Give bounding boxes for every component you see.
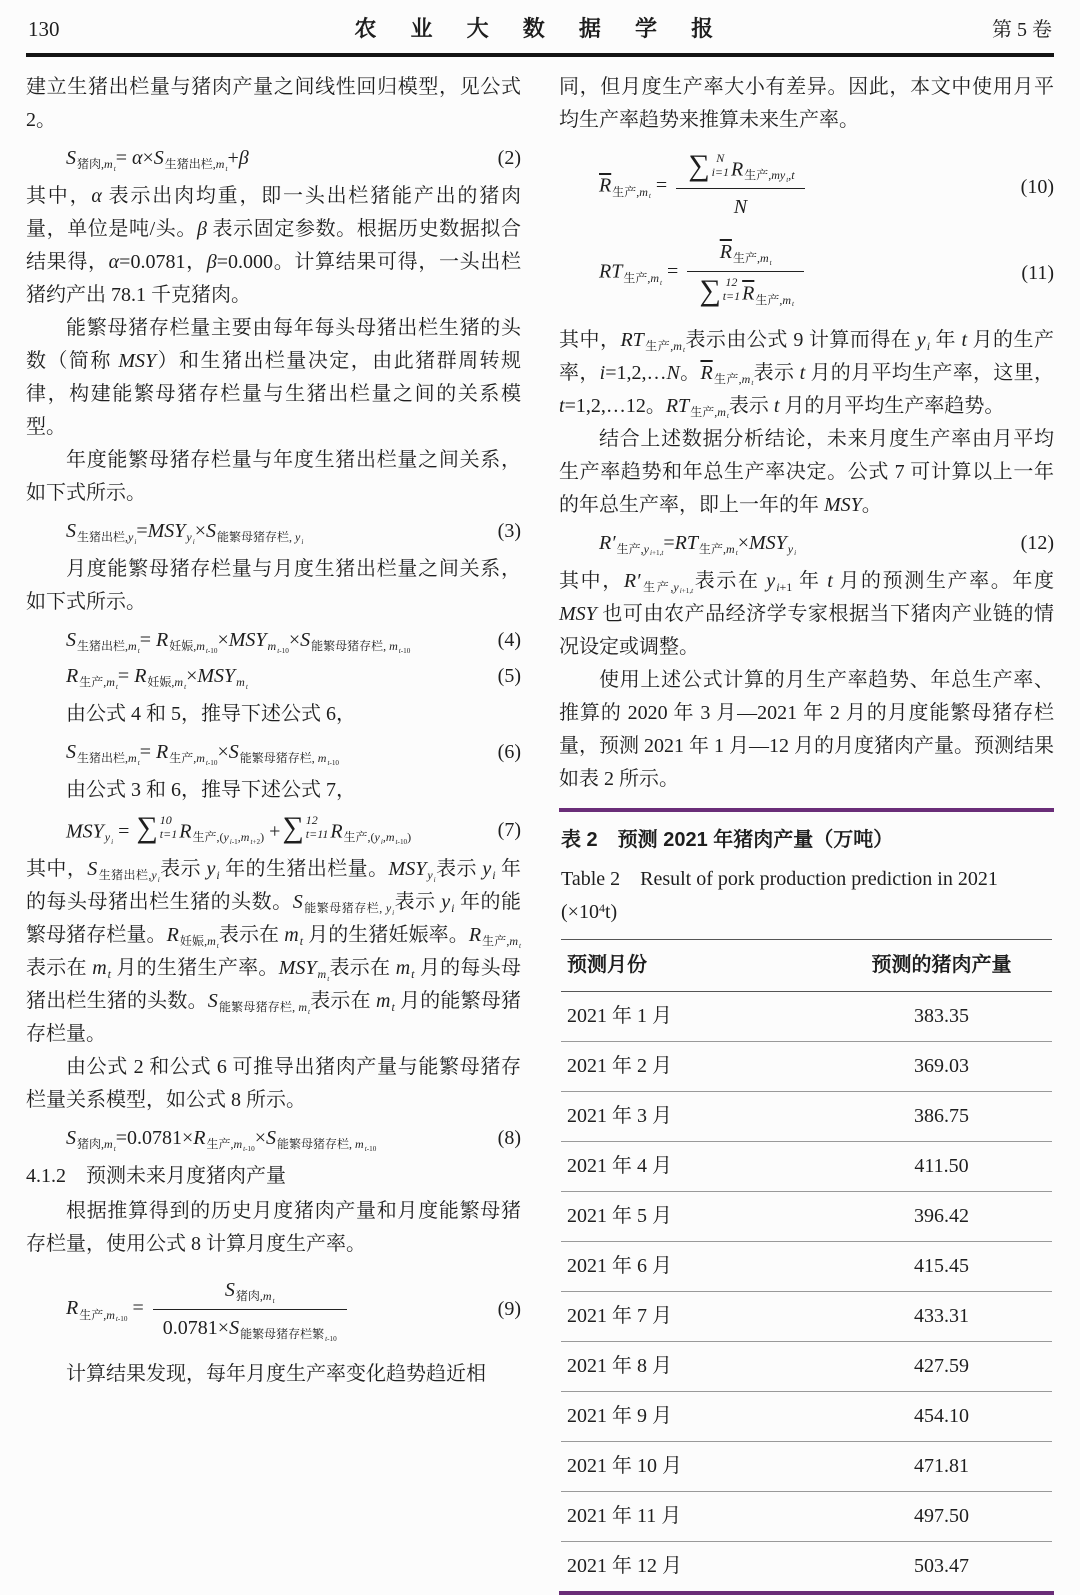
table-row (561, 1241, 1052, 1291)
table-2-container (559, 808, 1054, 1595)
two-column-body (26, 71, 1054, 1595)
table-row (561, 1041, 1052, 1091)
equation-5 (26, 662, 521, 691)
equation-6 (26, 738, 521, 767)
cell-value: 383.35 (831, 991, 1052, 1041)
equation-8 (26, 1124, 521, 1153)
paragraph: 由公式 3 和 6，推导下述公式 7， (66, 779, 356, 801)
equation-10 (559, 151, 1054, 223)
equation-body: $MSY_{y_i}$ = ∑ 10 t=1 $R_{生产,(y_{i-1},m_{t+2})}$ + ∑ 12 t=11 $R_{生产,(y_i,m_{t-10})}$ (66, 811, 412, 846)
paragraph: 由公式 4 和 5，推导下述公式 6， (66, 703, 356, 725)
table-col-header-month: 预测月份 (561, 939, 831, 991)
cell-month: 2021 年 6 月 (561, 1241, 831, 1291)
table-col-header-value: 预测的猪肉产量 (831, 939, 1052, 991)
paragraph: 其中，$R'_{生产,y_{i+1,t}}$表示在 $y_{i+1}$ 年 t 月的预测生产率。年度 MSY 也可由农产品经济学专家根据当下猪肉产业链的情况设定或调整。 (559, 569, 1055, 658)
equation-number: (7) (497, 818, 521, 841)
table-row (561, 1141, 1052, 1191)
equation-number: (11) (1021, 261, 1054, 284)
equation-2 (26, 144, 521, 173)
cell-month: 2021 年 5 月 (561, 1191, 831, 1241)
paragraph: 计算结果发现，每年月度生产率变化趋势趋近相 (66, 1363, 486, 1386)
cell-month: 2021 年 1 月 (561, 991, 831, 1041)
equation-7 (26, 811, 521, 846)
cell-value: 433.31 (831, 1291, 1052, 1341)
cell-month: 2021 年 9 月 (561, 1391, 831, 1441)
cell-value: 497.50 (831, 1491, 1052, 1541)
paragraph: 能繁母猪存栏量主要由每年每头母猪出栏生猪的头数（简称 MSY）和生猪出栏量决定，由此猪群周转规律，构建能繁母猪存栏量与生猪出栏量之间的关系模型。 (26, 317, 522, 438)
cell-month: 2021 年 8 月 (561, 1341, 831, 1391)
cell-value: 396.42 (831, 1191, 1052, 1241)
left-column (26, 71, 521, 1595)
cell-month: 2021 年 2 月 (561, 1041, 831, 1091)
volume-label: 第 5 卷 (992, 19, 1052, 41)
section-heading: 4.1.2 预测未来月度猪肉产量 (26, 1165, 286, 1188)
page-header (26, 8, 1054, 57)
equation-number: (9) (497, 1298, 521, 1321)
paragraph: 根据推算得到的历史月度猪肉产量和月度能繁母猪存栏量，使用公式 8 计算月度生产率。 (26, 1200, 521, 1256)
cell-month: 2021 年 7 月 (561, 1291, 831, 1341)
table-row (561, 1441, 1052, 1491)
cell-value: 411.50 (831, 1141, 1052, 1191)
table-row (561, 1091, 1052, 1141)
paragraph: 月度能繁母猪存栏量与月度生猪出栏量之间关系，如下式所示。 (26, 558, 521, 613)
paragraph: 年度能繁母猪存栏量与年度生猪出栏量之间关系，如下式所示。 (26, 449, 521, 504)
cell-month: 2021 年 11 月 (561, 1491, 831, 1541)
equation-11 (559, 237, 1054, 309)
equation-9 (26, 1275, 521, 1344)
cell-value: 369.03 (831, 1041, 1052, 1091)
table-row (561, 1291, 1052, 1341)
table-row (561, 1341, 1052, 1391)
equation-body: $RT_{生产,m_t}$ = $\overline{R}_{生产,m_t}$ ∑ 12 t=1 $\overline{R}_{生产,m_t}$ (559, 237, 1004, 309)
equation-body: $S_{猪肉,m_t}= \alpha\times S_{生猪出栏,m_t}+\beta$ (66, 147, 249, 173)
equation-body: $R_{生产,m_{t-10}}$ = $\frac{S_{猪肉,m_t}}{0.0781\times S_{能繁母猪存栏繁_{t-10}}}$ (26, 1275, 471, 1344)
cell-value: 386.75 (831, 1091, 1052, 1141)
cell-value: 454.10 (831, 1391, 1052, 1441)
equation-number: (3) (497, 520, 521, 542)
paragraph: 其中，$RT_{生产,m_t}$表示由公式 9 计算而得在 $y_i$ 年 t 月的生产率，i=1,2,…N。$\overline{R}_{生产,m_t}$表示 t 月的月平均生产率，这里，t=1,2,…12。$RT_{生产,m_t}$表示 t 月的月平均生产率趋势。 (559, 328, 1055, 421)
equation-4 (26, 626, 521, 655)
equation-number: (8) (497, 1127, 521, 1150)
cell-value: 415.45 (831, 1241, 1052, 1291)
equation-body: $S_{生猪出栏,m_t}= R_{生产,m_{t-10}}\times S_{能繁母猪存栏, m_{t-10}}$ (66, 741, 340, 767)
table-title-cn: 表 2 预测 2021 年猪肉产量（万吨） (561, 828, 894, 851)
paragraph: 使用上述公式计算的月生产率趋势、年总生产率、推算的 2020 年 3 月—2021 年 2 月的月度能繁母猪存栏量，预测 2021 年 1 月—12 月的月度猪肉产量。预测结果如表 2 所示。 (559, 668, 1054, 790)
page-number: 130 (28, 17, 60, 41)
equation-number: (12) (1020, 531, 1054, 554)
pork-prediction-table (561, 939, 1052, 1591)
cell-value: 427.59 (831, 1341, 1052, 1391)
equation-body: $\overline{R}_{生产,m_t}$ = ∑ N i=1 $R_{生产,my_t,t}$ N (559, 151, 1004, 223)
table-title-en: Table 2 Result of pork production prediction in 2021 $(\times 10^4t)$ (561, 867, 998, 923)
equation-number: (5) (497, 665, 521, 687)
cell-value: 503.47 (914, 1554, 970, 1577)
cell-month: 2021 年 4 月 (561, 1141, 831, 1191)
table-row (561, 1491, 1052, 1541)
equation-body: $R_{生产,m_t}= R_{妊娠,m_t}\times MSY_{m_t}$ (66, 665, 248, 691)
equation-body: $R'_{生产,y_{i+1,t}}=RT_{生产,m_t}\times MSY_{y_i}$ (599, 531, 797, 558)
cell-month: 2021 年 12 月 (567, 1554, 682, 1577)
equation-number: (4) (497, 629, 521, 651)
paragraph: 同，但月度生产率大小有差异。因此，本文中使用月平均生产率趋势来推算未来生产率。 (559, 76, 1054, 131)
table-header-row (561, 939, 1052, 991)
table-row (561, 1191, 1052, 1241)
equation-body: $S_{生猪出栏,m_t}= R_{妊娠,m_{t-10}}\times MSY_{m_{t-10}}\times S_{能繁母猪存栏, m_{t-10}}$ (66, 629, 411, 655)
equation-3 (26, 517, 521, 546)
paragraph: 由公式 2 和公式 6 可推导出猪肉产量与能繁母猪存栏量关系模型，如公式 8 所示。 (26, 1056, 521, 1112)
equation-number: (6) (497, 741, 521, 763)
journal-title: 农 业 大 数 据 学 报 (354, 16, 728, 41)
cell-value: 471.81 (831, 1441, 1052, 1491)
equation-number: (10) (1020, 175, 1054, 198)
table-row (561, 1391, 1052, 1441)
paragraph: 结合上述数据分析结论，未来月度生产率由月平均生产率趋势和年总生产率决定。公式 7 可计算以上一年的年总生产率，即上一年的年 MSY。 (559, 427, 1054, 516)
cell-month: 2021 年 3 月 (561, 1091, 831, 1141)
equation-12 (559, 529, 1054, 558)
cell-month: 2021 年 10 月 (561, 1441, 831, 1491)
paragraph: 其中，α 表示出肉均重，即一头出栏猪能产出的猪肉量，单位是吨/头。β 表示固定参数。根据历史数据拟合结果得，α=0.0781，β=0.000。计算结果可得，一头出栏猪约产出 78.1 千克猪肉。 (26, 185, 522, 306)
table-row (561, 991, 1052, 1041)
equation-number: (2) (497, 147, 521, 169)
table-row (561, 1541, 1052, 1591)
right-column (559, 71, 1054, 1595)
paragraph: 其中，$S_{生猪出栏,y_i}$表示 $y_i$ 年的生猪出栏量。$MSY_{y_i}$表示 $y_i$ 年的每头母猪出栏生猪的头数。$S_{能繁母猪存栏, y_i}$表示 $y_i$ 年的能繁母猪存栏量。$R_{妊娠,m_t}$表示在 $m_t$ 月的生猪妊娠率。$R_{生产,m_t}$表示在 $m_t$ 月的生猪生产率。$MSY_{m_t}$表示在 $m_t$ 月的每头母猪出栏生猪的头数。$S_{能繁母猪存栏, m_t}$表示在 $m_t$ 月的能繁母猪存栏量。 (26, 858, 522, 1046)
equation-body: $S_{生猪出栏,y_i}=MSY_{y_i}\times S_{能繁母猪存栏, y_i}$ (66, 520, 304, 546)
equation-body: $S_{猪肉,m_t}=0.0781\times R_{生产,m_{t-10}}\times S_{能繁母猪存栏, m_{t-10}}$ (66, 1127, 377, 1153)
paragraph: 建立生猪出栏量与猪肉产量之间线性回归模型，见公式 2。 (26, 76, 521, 131)
